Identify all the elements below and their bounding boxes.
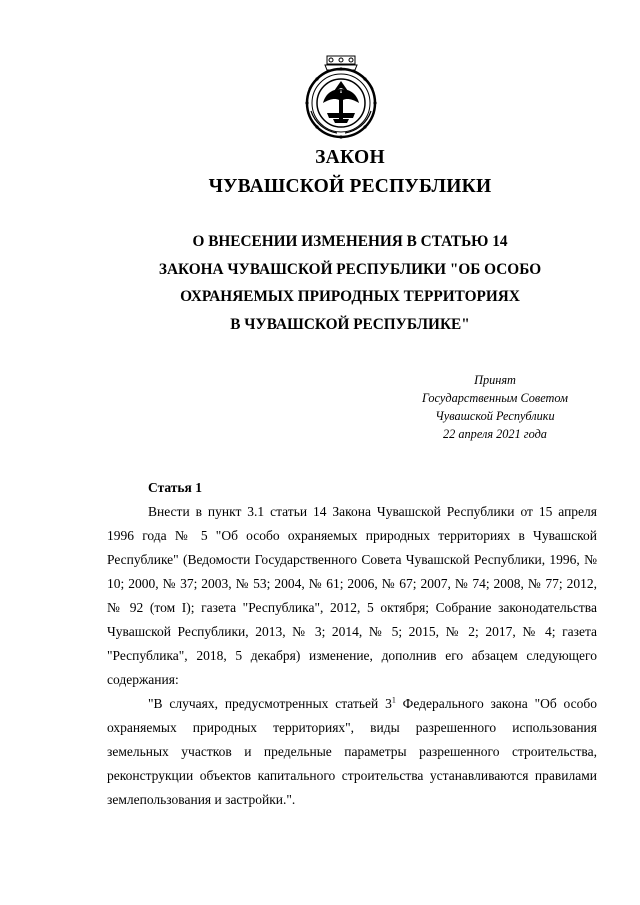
law-subject-heading [60, 228, 640, 338]
article-body [107, 500, 597, 812]
article-heading: Статья 1 [148, 480, 202, 495]
subject-line: О ВНЕСЕНИИ ИЗМЕНЕНИЯ В СТАТЬЮ 14 [192, 233, 508, 250]
adoption-note [410, 371, 580, 443]
superscript: 1 [391, 695, 396, 705]
document-title: ЗАКОН [315, 147, 385, 168]
adoption-note-line: Чувашской Республики [435, 409, 555, 423]
subject-line: ОХРАНЯЕМЫХ ПРИРОДНЫХ ТЕРРИТОРИЯХ [180, 288, 520, 305]
document-subtitle: ЧУВАШСКОЙ РЕСПУБЛИКИ [208, 176, 492, 197]
subject-line: ЗАКОНА ЧУВАШСКОЙ РЕСПУБЛИКИ "ОБ ОСОБО [158, 260, 542, 278]
adoption-note-line: Государственным Советом [422, 391, 568, 405]
article-paragraph: Внести в пункт 3.1 статьи 14 Закона Чувашской Республики от 15 апреля 1996 года № 5 "Об особо охраняемых природных территориях в Чувашской Республике" (Ведомости Государственного Совета Чувашской Республики, 1996, № 10; 2000, № 37; 2003, № 53; 2004, № 61; 2006, № 67; 2007, № 74; 2008, № 77; 2012, № 92 (том I); газета "Республика", 2012, 5 октября; Собрание законодательства Чувашской Республики, 2013, № 3; 2014, № 5; 2015, № 2; 2017, № 4; газета "Республика", 2018, 5 декабря) изменение, дополнив его абзацем следующего содержания: [107, 504, 597, 687]
chuvash-coat-of-arms-icon [297, 53, 385, 143]
quote-text: "В случаях, предусмотренных статьей 3 [148, 696, 392, 711]
subject-line: В ЧУВАШСКОЙ РЕСПУБЛИКЕ" [230, 315, 470, 333]
quote-text: Федерального закона "Об особо охраняемых природных территориях", виды разрешенного использования земельных участков и предельные параметры разрешенного строительства, реконструкции объектов капитального строительства устанавливаются правилами землепользования и застройки.". [107, 696, 597, 807]
article-quote-paragraph [107, 692, 597, 812]
adoption-date: 22 апреля 2021 года [443, 427, 547, 441]
adoption-note-line: Принят [474, 373, 516, 387]
